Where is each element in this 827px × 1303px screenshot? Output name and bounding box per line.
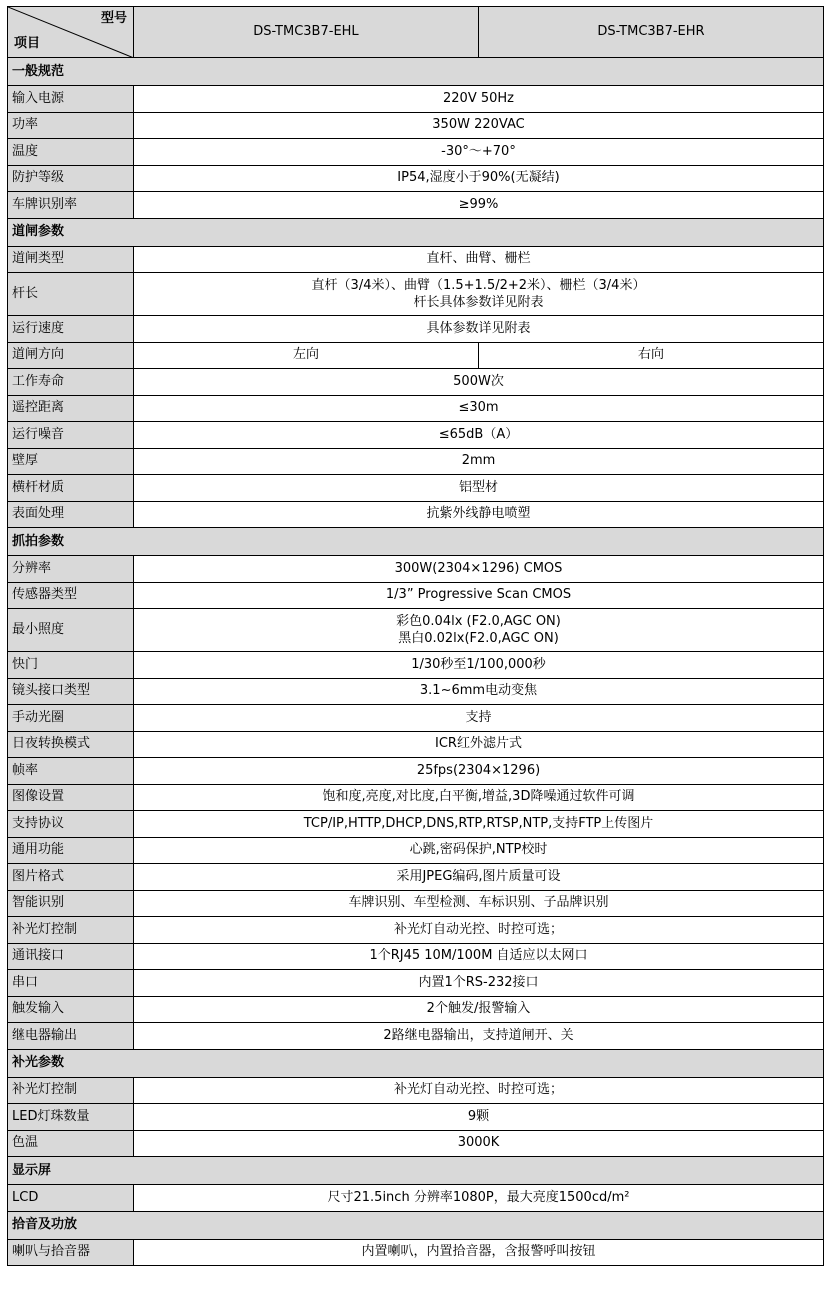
spec-value: 具体参数详见附表 [134, 316, 824, 343]
section-header-row [8, 1157, 824, 1185]
spec-row [8, 316, 824, 343]
section-header-row [8, 528, 824, 556]
spec-row [8, 192, 824, 219]
spec-value: 2mm [134, 448, 824, 475]
spec-row [8, 811, 824, 838]
spec-row [8, 652, 824, 679]
spec-value: ≤30m [134, 395, 824, 422]
spec-label: 横杆材质 [8, 475, 134, 502]
spec-value: 内置1个RS-232接口 [134, 970, 824, 997]
spec-row [8, 556, 824, 583]
section-header-row [8, 58, 824, 86]
spec-value: 心跳,密码保护,NTP校时 [134, 837, 824, 864]
spec-label: 通用功能 [8, 837, 134, 864]
spec-row [8, 369, 824, 396]
spec-value: 直杆、曲臂、栅栏 [134, 246, 824, 273]
spec-row [8, 837, 824, 864]
spec-value: 内置喇叭，内置拾音器，含报警呼叫按钮 [134, 1239, 824, 1266]
spec-row [8, 1077, 824, 1104]
spec-value: 3.1~6mm电动变焦 [134, 678, 824, 705]
spec-row [8, 246, 824, 273]
spec-value-line: 黑白0.02lx(F2.0,AGC ON) [398, 631, 559, 646]
spec-value: 补光灯自动光控、时控可选； [134, 1077, 824, 1104]
spec-label: 色温 [8, 1130, 134, 1157]
spec-row [8, 139, 824, 166]
spec-value: 采用JPEG编码,图片质量可设 [134, 864, 824, 891]
spec-label: 运行速度 [8, 316, 134, 343]
spec-value: 支持 [134, 705, 824, 732]
spec-value [134, 273, 824, 316]
spec-row [8, 1104, 824, 1131]
spec-value: ≥99% [134, 192, 824, 219]
spec-value: 尺寸21.5inch 分辨率1080P，最大亮度1500cd/m² [134, 1185, 824, 1212]
spec-row [8, 996, 824, 1023]
section-header-row [8, 218, 824, 246]
spec-row [8, 705, 824, 732]
section-header-row [8, 1049, 824, 1077]
spec-label: 防护等级 [8, 165, 134, 192]
spec-label: 遥控距离 [8, 395, 134, 422]
spec-value: 车牌识别、车型检测、车标识别、子品牌识别 [134, 890, 824, 917]
spec-label: 道闸方向 [8, 342, 134, 369]
spec-value-right: 右向 [479, 342, 824, 369]
spec-value: 9颗 [134, 1104, 824, 1131]
spec-label: 车牌识别率 [8, 192, 134, 219]
spec-label: 支持协议 [8, 811, 134, 838]
spec-label: 输入电源 [8, 86, 134, 113]
spec-value: 饱和度,亮度,对比度,白平衡,增益,3D降噪通过软件可调 [134, 784, 824, 811]
spec-value: ≤65dB（A） [134, 422, 824, 449]
spec-label: 智能识别 [8, 890, 134, 917]
spec-label: LCD [8, 1185, 134, 1212]
spec-label: 传感器类型 [8, 582, 134, 609]
spec-row [8, 1239, 824, 1266]
spec-row [8, 784, 824, 811]
spec-label: 日夜转换模式 [8, 731, 134, 758]
spec-row [8, 112, 824, 139]
spec-row [8, 395, 824, 422]
spec-value: ICR红外滤片式 [134, 731, 824, 758]
spec-value: 2路继电器输出，支持道闸开、关 [134, 1023, 824, 1050]
spec-row [8, 731, 824, 758]
section-title: 拾音及功放 [8, 1211, 824, 1239]
section-title: 道闸参数 [8, 218, 824, 246]
section-title: 显示屏 [8, 1157, 824, 1185]
spec-row [8, 943, 824, 970]
header-corner-cell [8, 7, 134, 58]
spec-row [8, 1130, 824, 1157]
spec-row [8, 678, 824, 705]
spec-value: 2个触发/报警输入 [134, 996, 824, 1023]
spec-label: 补光灯控制 [8, 1077, 134, 1104]
spec-row [8, 1185, 824, 1212]
spec-row [8, 970, 824, 997]
spec-value: 350W 220VAC [134, 112, 824, 139]
model-left-header: DS-TMC3B7-EHL [134, 7, 479, 58]
spec-label: 镜头接口类型 [8, 678, 134, 705]
section-header-row [8, 1211, 824, 1239]
spec-label: 继电器输出 [8, 1023, 134, 1050]
header-row [8, 7, 824, 58]
spec-row [8, 582, 824, 609]
spec-label: 表面处理 [8, 501, 134, 528]
corner-item-label: 项目 [14, 36, 41, 51]
spec-value: 220V 50Hz [134, 86, 824, 113]
spec-value-line: 直杆（3/4米）、曲臂（1.5+1.5/2+2米）、栅栏（3/4米） [311, 278, 646, 293]
spec-row [8, 864, 824, 891]
section-title: 补光参数 [8, 1049, 824, 1077]
spec-value: 1个RJ45 10M/100M 自适应以太网口 [134, 943, 824, 970]
spec-label: 道闸类型 [8, 246, 134, 273]
spec-label: LED灯珠数量 [8, 1104, 134, 1131]
spec-label: 最小照度 [8, 609, 134, 652]
spec-label: 通讯接口 [8, 943, 134, 970]
spec-label: 触发输入 [8, 996, 134, 1023]
spec-value-line: 杆长具体参数详见附表 [413, 295, 544, 310]
spec-label: 补光灯控制 [8, 917, 134, 944]
spec-value-line: 彩色0.04lx (F2.0,AGC ON) [396, 614, 561, 629]
spec-row [8, 917, 824, 944]
spec-value: 铝型材 [134, 475, 824, 502]
spec-value: -30°～+70° [134, 139, 824, 166]
spec-row [8, 758, 824, 785]
spec-label: 帧率 [8, 758, 134, 785]
model-right-header: DS-TMC3B7-EHR [479, 7, 824, 58]
spec-label: 快门 [8, 652, 134, 679]
spec-label: 工作寿命 [8, 369, 134, 396]
spec-value: 抗紫外线静电喷塑 [134, 501, 824, 528]
spec-row [8, 475, 824, 502]
spec-label: 串口 [8, 970, 134, 997]
spec-value: 500W次 [134, 369, 824, 396]
spec-row [8, 1023, 824, 1050]
spec-label: 功率 [8, 112, 134, 139]
spec-value-left: 左向 [134, 342, 479, 369]
spec-row [8, 609, 824, 652]
spec-row [8, 448, 824, 475]
spec-value: 300W(2304×1296) CMOS [134, 556, 824, 583]
spec-value: IP54,湿度小于90%(无凝结) [134, 165, 824, 192]
spec-label: 运行噪音 [8, 422, 134, 449]
spec-row [8, 86, 824, 113]
spec-value: TCP/IP,HTTP,DHCP,DNS,RTP,RTSP,NTP,支持FTP上传图片 [134, 811, 824, 838]
spec-row [8, 165, 824, 192]
spec-row [8, 273, 824, 316]
corner-model-label: 型号 [100, 11, 127, 26]
spec-value [134, 609, 824, 652]
spec-label: 壁厚 [8, 448, 134, 475]
spec-label: 图片格式 [8, 864, 134, 891]
spec-label: 杆长 [8, 273, 134, 316]
section-title: 抓拍参数 [8, 528, 824, 556]
spec-row [8, 501, 824, 528]
spec-label: 喇叭与拾音器 [8, 1239, 134, 1266]
spec-label: 手动光圈 [8, 705, 134, 732]
spec-label: 分辨率 [8, 556, 134, 583]
spec-label: 图像设置 [8, 784, 134, 811]
spec-row [8, 342, 824, 369]
spec-value: 25fps(2304×1296) [134, 758, 824, 785]
spec-value: 1/30秒至1/100,000秒 [134, 652, 824, 679]
spec-value: 3000K [134, 1130, 824, 1157]
spec-row [8, 422, 824, 449]
spec-row [8, 890, 824, 917]
section-title: 一般规范 [8, 58, 824, 86]
spec-label: 温度 [8, 139, 134, 166]
spec-table [7, 6, 824, 1266]
spec-value: 补光灯自动光控、时控可选； [134, 917, 824, 944]
spec-value: 1/3” Progressive Scan CMOS [134, 582, 824, 609]
